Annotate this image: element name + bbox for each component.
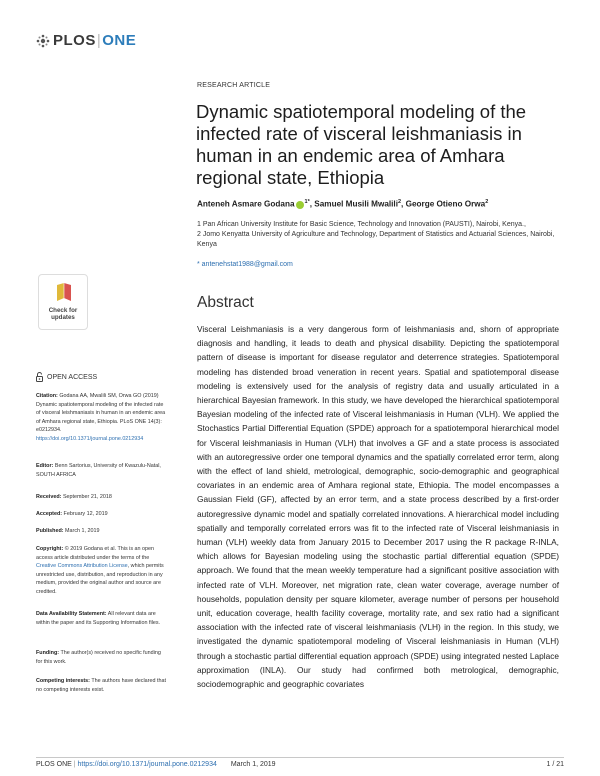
footer-separator: | <box>71 761 78 768</box>
footer-divider <box>36 757 564 758</box>
citation-text: Godana AA, Mwalili SM, Orwa GO (2019) Dynamic spatiotemporal modeling of the infected rate of visceral leishmaniasis in human in an endemic area of Amhara regional state, Ethiopia. PLoS ONE 14(3): e0212934. <box>36 393 166 434</box>
logo-journal: ONE <box>102 32 137 49</box>
citation-doi-link[interactable]: https://doi.org/10.1371/journal.pone.0212934 <box>36 435 144 442</box>
author-name: , George Otieno Orwa <box>401 199 486 209</box>
data-availability-text: All relevant data are within the paper and its Supporting Information files. <box>36 611 161 626</box>
orcid-icon[interactable] <box>296 201 304 209</box>
funding-block <box>36 649 168 666</box>
received-label: Received: <box>36 494 62 500</box>
accepted-date: February 12, 2019 <box>62 511 108 517</box>
footer-doi-link[interactable]: https://doi.org/10.1371/journal.pone.0212934 <box>77 761 217 768</box>
author-name: Anteneh Asmare Godana <box>197 199 295 209</box>
author-list <box>197 199 488 209</box>
editor-text: Benn Sartorius, University of Kwazulu-Natal, SOUTH AFRICA <box>36 463 161 478</box>
copyright-text-2: , which permits unrestricted use, distribution, and reproduction in any medium, provided the original author and source are credited. <box>36 563 164 595</box>
funding-label: Funding: <box>36 650 60 656</box>
page-number: 1 / 21 <box>546 761 564 768</box>
plos-one-logo <box>36 32 136 49</box>
received-block <box>36 493 168 502</box>
badge-line-1: Check for <box>48 307 78 314</box>
data-availability-label: Data Availability Statement: <box>36 611 107 617</box>
editor-block <box>36 462 168 479</box>
article-title: Dynamic spatiotemporal modeling of the infected rate of visceral leishmaniasis in human in an endemic area of Amhara regional state, Ethiopia <box>196 101 527 188</box>
received-date: September 21, 2018 <box>61 494 112 500</box>
editor-label: Editor: <box>36 463 54 469</box>
logo-divider: | <box>96 32 102 49</box>
open-access-text: OPEN ACCESS <box>47 373 98 381</box>
open-lock-icon <box>36 372 43 382</box>
affiliation: 2 Jomo Kenyatta University of Agriculture and Technology, Department of Statistics and Actuarial Sciences, Nairobi, Kenya <box>197 231 555 248</box>
author-name: , Samuel Musili Mwalili <box>309 199 398 209</box>
footer-date: March 1, 2019 <box>230 761 276 768</box>
copyright-text: © 2019 Godana et al. This is an open access article distributed under the terms of the <box>36 546 155 561</box>
data-availability-block <box>36 610 168 627</box>
open-access-label <box>36 372 97 382</box>
published-date: March 1, 2019 <box>63 528 100 534</box>
abstract-heading: Abstract <box>197 294 254 311</box>
article-type: RESEARCH ARTICLE <box>197 82 271 89</box>
plos-logo-icon <box>36 34 50 48</box>
corresponding-email-link[interactable]: * antenehstat1988@gmail.com <box>197 261 293 268</box>
badge-line-2: updates <box>51 314 75 321</box>
author-affiliation-marker: 1* <box>304 199 310 205</box>
abstract-text: Visceral Leishmaniasis is a very dangerous form of leishmaniasis and, shorn of appropriate diagnosis and handling, it leads to death and physical disability. Depicting the spatiotemporal pattern of disease is important for disease regulator and deterrence strategies. Spatiotemporal modeling has distended broad veneration in recent years. Spatial and spatiotemporal disease modeling is extensively used for the analysis of registry data and usually articulated in a hierarchical Bayesian framework. In this study, we have developed the hierarchical spatiotemporal Bayesian modeling of the infected rate of Visceral leishmaniasis in Human (VLH). We applied the Stochastics Partial Differential Equation (SPDE) approach for a spatiotemporal hierarchical model for Visceral leishmaniasis in Human (VLH) that involves a GF and a state process is associated with an autoregressive order one temporal dynamics and the spatially correlated error term, along with the effect of land shield, metrological, demographic, socio-demographic and geographical covariates in an endemic area of Amhara regional state, Ethiopia. The model encompasses a Gaussian Field (GF), affected by an error term, and a state process described by a first-order autoregressive dynamic model and spatially correlated innovations. A hierarchical model including spatially and temporally correlated errors was fit to the infected rate of Visceral leishmaniasis in human (VLH) weekly data from January 2015 to December 2017 using the R package R-INLA, which allows for Bayesian modeling using the stochastic partial differential equation (SPDE) approach. We found that the mean weekly temperature had a significant positive association with infected rate of VLH. Moreover, net migration rate, clean water coverage, average number of households, population density per square kilometer, average number of persons per household unit, education coverage, health facility coverage, mortality rate, and sex ratio had a significant association with the infected rate of visceral leishmaniasis (VLH) in the region. In this study, we investigated the dynamic spatiotemporal modeling of Visceral leishmaniasis in Human (VLH) through a stochastic partial differential equation approach (SPDE) using integrated nested Laplace approximation (INLA). Our study had confirmed both metrological, demographic, sociodemographic and geographic covariates <box>197 324 559 690</box>
affiliation: 1 Pan African University Institute for Basic Science, Technology and Innovation (PAUSTI), Nairobi, Kenya., <box>197 221 526 228</box>
funding-text: The author(s) received no specific funding for this work. <box>36 650 161 665</box>
author-affiliation-marker: 2 <box>485 199 489 205</box>
published-label: Published: <box>36 528 64 534</box>
competing-interests-block <box>36 677 168 694</box>
page-footer <box>36 761 564 768</box>
copyright-label: Copyright: <box>36 546 64 552</box>
footer-journal: PLOS ONE <box>36 761 72 768</box>
author-affiliation-marker: 2 <box>397 199 402 205</box>
citation-label: Citation: <box>36 393 58 399</box>
accepted-block <box>36 510 168 519</box>
badge-label <box>39 307 87 321</box>
license-link[interactable]: Creative Commons Attribution License <box>36 563 128 570</box>
logo-brand: PLOS <box>53 32 96 49</box>
published-block <box>36 527 168 536</box>
accepted-label: Accepted: <box>36 511 63 517</box>
check-for-updates-badge[interactable] <box>38 274 88 330</box>
competing-interests-text: The authors have declared that no competing interests exist. <box>36 678 166 693</box>
competing-interests-label: Competing interests: <box>36 678 90 684</box>
citation-block <box>36 392 168 444</box>
bookmark-ribbon-icon <box>54 282 74 302</box>
copyright-block <box>36 545 168 597</box>
